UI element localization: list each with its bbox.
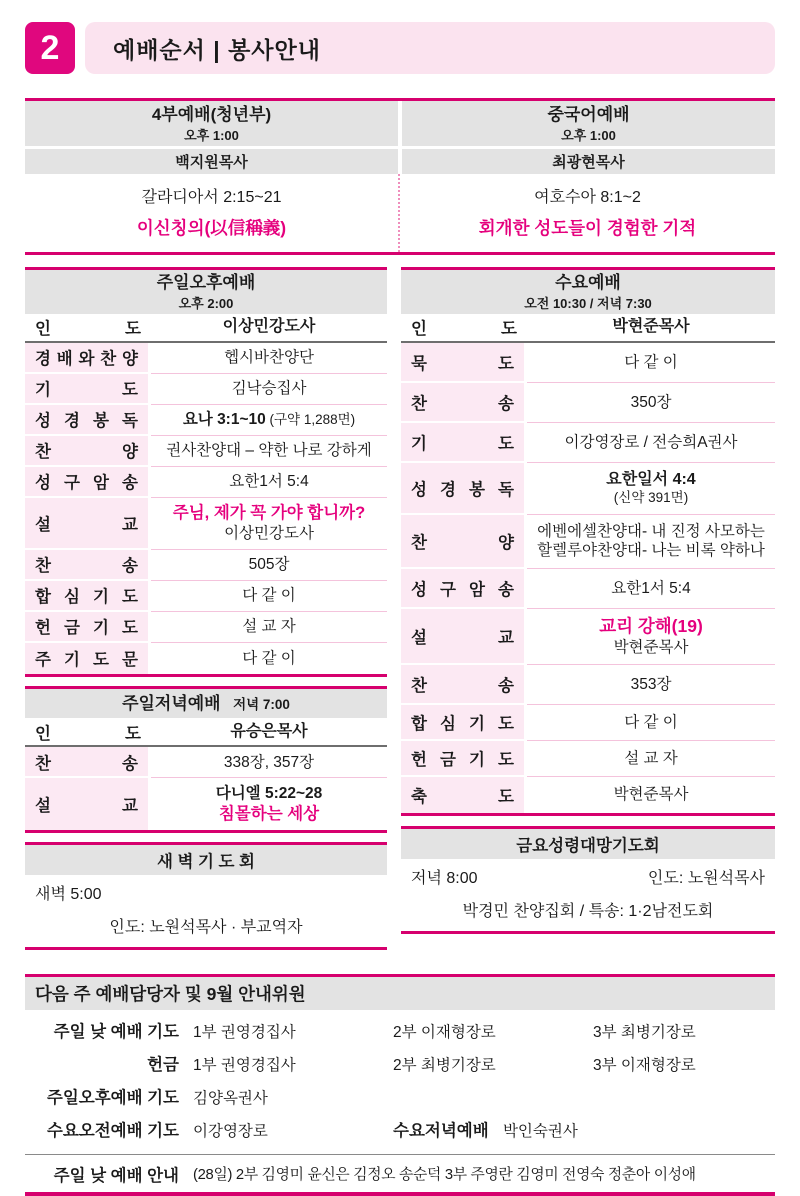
service-chinese-header bbox=[402, 101, 775, 146]
row-label: 찬 송 bbox=[401, 665, 524, 705]
sunday-evening-header bbox=[25, 689, 387, 718]
table-row bbox=[401, 665, 775, 705]
table-row bbox=[401, 343, 775, 383]
friday-prayer-detail: 박경민 찬양집회 / 특송: 1·2남전도회 bbox=[462, 902, 714, 920]
assignment-sub-label: 수요저녁예배 bbox=[393, 1122, 489, 1141]
row-value bbox=[151, 498, 387, 550]
sunday-afternoon-header bbox=[25, 270, 387, 314]
table-title: 주일오후예배 bbox=[156, 272, 256, 292]
dawn-prayer-leader: 인도: 노원석목사 · 부교역자 bbox=[109, 919, 303, 937]
table-row bbox=[25, 550, 387, 581]
dawn-prayer-time: 새벽 5:00 bbox=[35, 886, 102, 904]
row-value: 다 같 이 bbox=[151, 581, 387, 612]
table-row bbox=[401, 705, 775, 741]
table-time: 저녁 7:00 bbox=[233, 696, 290, 712]
table-row bbox=[25, 612, 387, 643]
table-title: 수요예배 bbox=[555, 272, 621, 292]
service-4bu bbox=[25, 101, 400, 252]
top-services-section bbox=[25, 98, 775, 255]
row-label: 합 심 기 도 bbox=[401, 705, 524, 741]
row-label: 주 기 도 문 bbox=[25, 643, 148, 674]
sermon-preacher: 이상민강도사 bbox=[224, 525, 314, 543]
table-row bbox=[401, 463, 775, 515]
row-value: 권사찬양대 – 약한 나로 강하게 bbox=[151, 436, 387, 467]
row-value: 338장, 357장 bbox=[151, 747, 387, 778]
row-value: 에벤에셀찬양대- 내 진정 사모하는 할렐루야찬양대- 나는 비록 약하나 bbox=[527, 515, 775, 569]
row-label: 합 심 기 도 bbox=[25, 581, 148, 612]
table-row bbox=[25, 643, 387, 674]
friday-prayer-time: 저녁 8:00 bbox=[411, 869, 478, 887]
row-value: 김낙승집사 bbox=[151, 374, 387, 405]
row-value: 요한1서 5:4 bbox=[527, 569, 775, 609]
row-label: 인 도 bbox=[411, 320, 517, 339]
page-title: 예배순서 | 봉사안내 bbox=[85, 22, 775, 74]
next-week-section bbox=[25, 974, 775, 1196]
sermon-title: 주님, 제가 꼭 가야 합니까? bbox=[172, 504, 366, 523]
table-row-sermon bbox=[25, 778, 387, 830]
row-label: 찬 양 bbox=[25, 436, 148, 467]
row-label: 찬 양 bbox=[401, 515, 524, 569]
service-scripture: 여호수아 8:1~2 bbox=[534, 188, 641, 206]
service-time: 오후 1:00 bbox=[561, 127, 616, 143]
table-row bbox=[401, 569, 775, 609]
left-column bbox=[25, 267, 387, 951]
sunday-afternoon-table bbox=[25, 267, 387, 677]
table-row bbox=[25, 343, 387, 374]
service-sermon-title: 이신칭의(以信稱義) bbox=[136, 217, 287, 238]
page-number-badge: 2 bbox=[25, 22, 75, 74]
service-4bu-header bbox=[25, 101, 398, 146]
sunday-evening-table bbox=[25, 686, 387, 833]
dawn-prayer-title: 새 벽 기 도 회 bbox=[25, 845, 387, 875]
row-value: 505장 bbox=[151, 550, 387, 581]
table-time: 오후 2:00 bbox=[178, 295, 234, 311]
service-chinese bbox=[400, 101, 775, 252]
row-value bbox=[151, 778, 387, 830]
row-label: 성 구 암 송 bbox=[401, 569, 524, 609]
right-column bbox=[401, 267, 775, 951]
table-row-sermon bbox=[401, 609, 775, 665]
service-pastor: 백지원목사 bbox=[25, 149, 398, 174]
row-value: 이상민강도사 bbox=[222, 318, 316, 336]
table-row bbox=[401, 423, 775, 463]
service-body bbox=[25, 174, 400, 252]
row-label: 헌 금 기 도 bbox=[401, 741, 524, 777]
table-title: 주일저녁예배 bbox=[122, 693, 221, 713]
friday-prayer-section bbox=[401, 826, 775, 934]
row-value: 이강영장로 / 전승희A권사 bbox=[527, 423, 775, 463]
row-value: 353장 bbox=[527, 665, 775, 705]
row-label: 묵 도 bbox=[401, 343, 524, 383]
table-row bbox=[401, 741, 775, 777]
row-label: 찬 송 bbox=[25, 747, 148, 778]
row-value: 350장 bbox=[527, 383, 775, 423]
friday-prayer-title: 금요성령대망기도회 bbox=[401, 829, 775, 859]
notice-row: 주일 낮 예배 안내 (28일) 2부 김영미 윤신은 김정오 송순덕 3부 주영란 김영미 전영숙 정춘아 이성애 bbox=[25, 1154, 775, 1192]
table-row bbox=[401, 383, 775, 423]
row-value: 다 같 이 bbox=[527, 343, 775, 383]
service-scripture: 갈라디아서 2:15~21 bbox=[141, 188, 282, 206]
row-value: 요한일서 4:4 (신약 391면) bbox=[527, 463, 775, 515]
dawn-prayer-section bbox=[25, 842, 387, 950]
row-value: 설 교 자 bbox=[151, 612, 387, 643]
service-title: 중국어예배 bbox=[547, 105, 630, 124]
table-row bbox=[25, 467, 387, 498]
row-label: 찬 송 bbox=[25, 550, 148, 581]
assignment-row: 헌금 1부 권영경집사 2부 최병기장로 3부 이재형장로 bbox=[147, 1056, 696, 1075]
main-columns bbox=[25, 267, 775, 951]
wednesday-header bbox=[401, 270, 775, 314]
service-body bbox=[400, 174, 775, 252]
table-row bbox=[25, 581, 387, 612]
row-label: 성 경 봉 독 bbox=[401, 463, 524, 515]
table-row bbox=[401, 314, 775, 343]
row-label: 성 구 암 송 bbox=[25, 467, 148, 498]
table-row bbox=[25, 374, 387, 405]
row-value: 요나 3:1~10 (구약 1,288면) bbox=[151, 405, 387, 436]
assignment-row: 수요오전예배 기도 이강영장로 수요저녁예배 박인숙권사 bbox=[46, 1122, 578, 1141]
row-value: 유승은목사 bbox=[230, 722, 308, 740]
table-row bbox=[25, 436, 387, 467]
wednesday-table bbox=[401, 267, 775, 816]
table-row bbox=[25, 405, 387, 436]
sermon-title: 교리 강해(19) bbox=[599, 615, 703, 636]
row-value: 다 같 이 bbox=[527, 705, 775, 741]
row-label: 헌 금 기 도 bbox=[25, 612, 148, 643]
row-label: 찬 송 bbox=[401, 383, 524, 423]
table-row bbox=[25, 718, 387, 747]
row-value bbox=[527, 609, 775, 665]
table-row bbox=[401, 777, 775, 813]
row-label: 설 교 bbox=[401, 609, 524, 665]
row-label: 성 경 봉 독 bbox=[25, 405, 148, 436]
row-label: 기 도 bbox=[25, 374, 148, 405]
row-label: 설 교 bbox=[25, 778, 148, 830]
row-value: 설 교 자 bbox=[527, 741, 775, 777]
table-row bbox=[25, 747, 387, 778]
friday-prayer-leader: 인도: 노원석목사 bbox=[647, 869, 765, 887]
next-week-title: 다음 주 예배담당자 및 9월 안내위원 bbox=[25, 977, 775, 1010]
row-label: 인 도 bbox=[35, 724, 141, 743]
sermon-title: 침몰하는 세상 bbox=[218, 804, 320, 823]
sermon-scripture: 다니엘 5:22~28 bbox=[215, 785, 323, 803]
service-pastor: 최광현목사 bbox=[402, 149, 775, 174]
next-week-rows bbox=[25, 1010, 775, 1154]
row-value: 헵시바찬양단 bbox=[151, 343, 387, 374]
row-label: 인 도 bbox=[35, 320, 141, 339]
page-header bbox=[25, 22, 775, 74]
row-label: 축 도 bbox=[401, 777, 524, 813]
dawn-prayer-body bbox=[25, 875, 387, 947]
friday-prayer-body bbox=[401, 859, 775, 931]
row-value: 다 같 이 bbox=[242, 649, 296, 667]
row-value: 박현준목사 bbox=[612, 318, 690, 336]
service-title: 4부예배(청년부) bbox=[151, 105, 272, 124]
service-time: 오후 1:00 bbox=[184, 127, 239, 143]
row-label: 경 배 와 찬 양 bbox=[25, 343, 148, 374]
service-sermon-title: 회개한 성도들이 경험한 기적 bbox=[478, 217, 697, 238]
assignment-row: 주일 낮 예배 기도 1부 권영경집사 2부 이재형장로 3부 최병기장로 bbox=[53, 1023, 696, 1042]
row-label: 기 도 bbox=[401, 423, 524, 463]
sermon-preacher: 박현준목사 bbox=[613, 638, 689, 656]
row-label: 설 교 bbox=[25, 498, 148, 550]
row-value: 박현준목사 bbox=[613, 786, 689, 804]
table-time: 오전 10:30 / 저녁 7:30 bbox=[524, 295, 652, 311]
table-row bbox=[25, 314, 387, 343]
table-row-sermon bbox=[25, 498, 387, 550]
row-value: 요한1서 5:4 bbox=[151, 467, 387, 498]
table-row bbox=[401, 515, 775, 569]
assignment-row: 주일오후예배 기도 김양옥권사 bbox=[46, 1089, 268, 1108]
